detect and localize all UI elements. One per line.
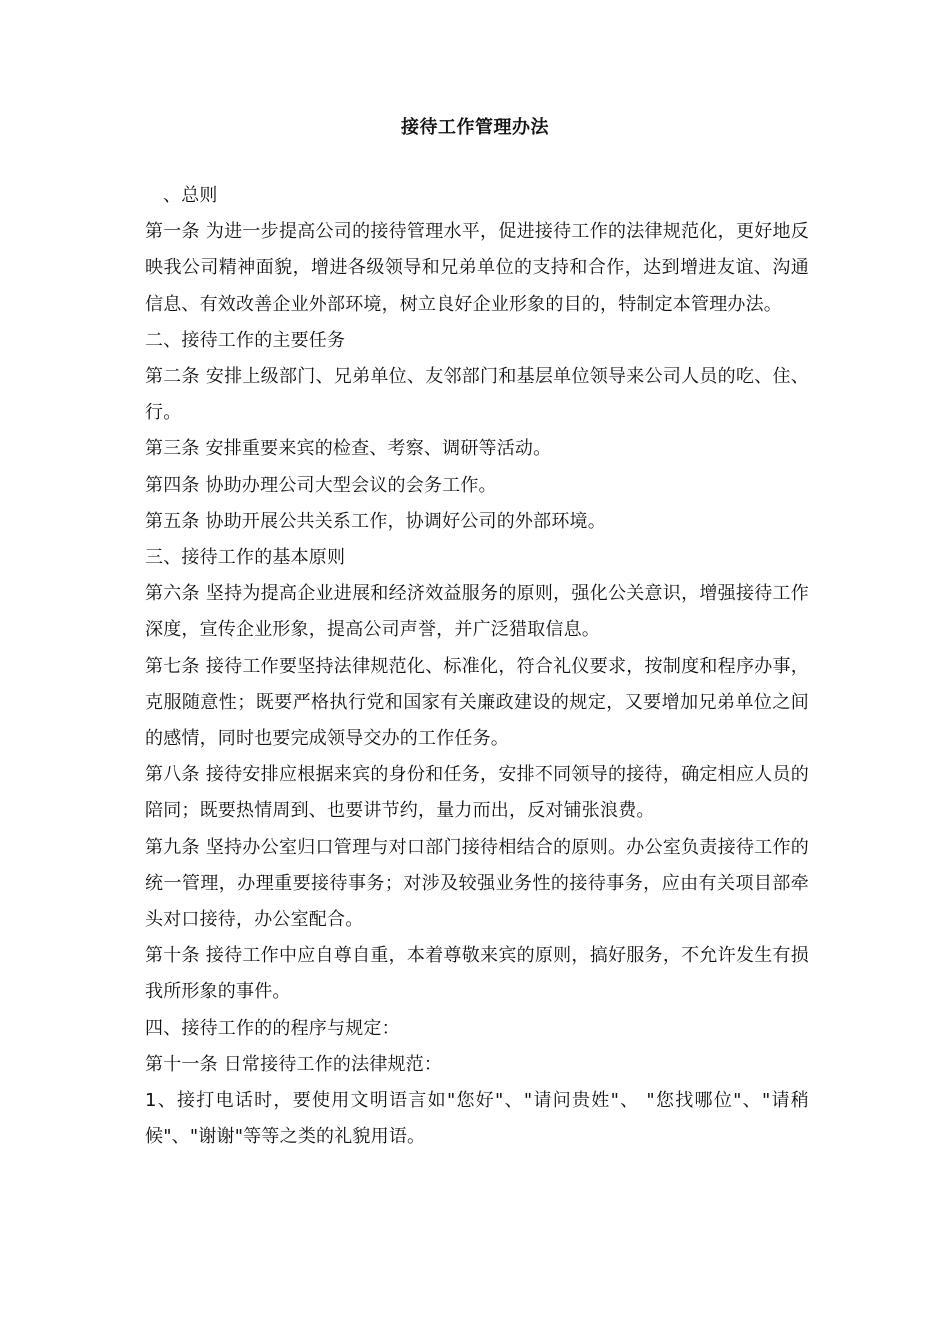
section-heading-general: 、总则 [163,185,218,206]
list-item-phone-etiquette: 1、接打电话时，要使用文明语言如"您好"、"请问贵姓"、 "您找哪位"、"请稍候"、"谢谢"等等之类的礼貌用语。 [145,1090,809,1148]
document-body [145,178,809,1155]
article-5: 第五条 协助开展公共关系工作，协调好公司的外部环境。 [145,510,606,532]
article-9: 第九条 坚持办公室归口管理与对口部门接待相结合的原则。办公室负责接待工作的统一管理，办理重要接待事务；对涉及较强业务性的接待事务，应由有关项目部牵头对口接待，办公室配合。 [145,836,809,931]
section-heading-main-tasks: 二、接待工作的主要任务 [145,329,346,351]
article-7: 第七条 接待工作要坚持法律规范化、标准化，符合礼仪要求，按制度和程序办事，克服随意性；既要严格执行党和国家有关廉政建设的规定，又要增加兄弟单位之间的感情，同时也要完成领导交办的工作任务。 [145,655,809,750]
article-10: 第十条 接待工作中应自尊自重，本着尊敬来宾的原则，搞好服务，不允许发生有损我所形象的事件。 [145,945,809,1003]
article-11: 第十一条 日常接待工作的法律规范： [145,1053,443,1075]
article-8: 第八条 接待安排应根据来宾的身份和任务，安排不同领导的接待，确定相应人员的陪同；既要热情周到、也要讲节约，量力而出，反对铺张浪费。 [145,764,809,822]
article-1: 第一条 为进一步提高公司的接待管理水平，促进接待工作的法律规范化，更好地反映我公司精神面貌，增进各级领导和兄弟单位的支持和合作，达到增进友谊、沟通信息、有效改善企业外部环境，树立良好企业形象的目的，特制定本管理办法。 [145,221,809,315]
article-4: 第四条 协助办理公司大型会议的会务工作。 [145,474,497,496]
article-6: 第六条 坚持为提高企业进展和经济效益服务的原则，强化公关意识，增强接待工作深度，宣传企业形象，提高公司声誉，并广泛猎取信息。 [145,583,809,641]
section-heading-basic-principles: 三、接待工作的基本原则 [145,547,346,569]
article-2: 第二条 安排上级部门、兄弟单位、友邻部门和基层单位领导来公司人员的吃、住、行。 [145,366,809,424]
section-heading-procedures: 四、接待工作的的程序与规定： [145,1017,400,1039]
document-title: 接待工作管理办法 [401,117,549,138]
article-3: 第三条 安排重要来宾的检查、考察、调研等活动。 [145,438,552,460]
